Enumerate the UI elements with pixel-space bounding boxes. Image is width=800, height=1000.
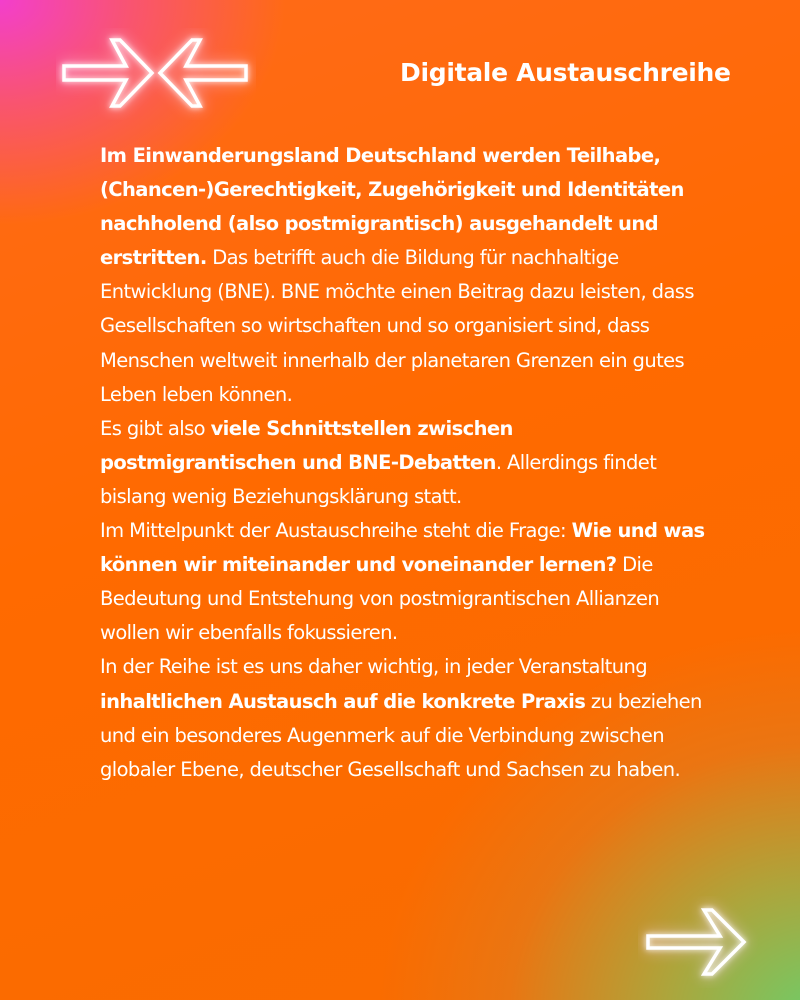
converging-arrows-icon — [56, 28, 256, 120]
paragraph-intro — [100, 139, 710, 412]
body-span: Es gibt also — [100, 416, 211, 440]
right-arrow-icon — [638, 896, 758, 988]
body-span: Die Bedeutung und Entstehung von postmigrantischen Allianzen wollen wir ebenfalls fokussieren. — [100, 553, 660, 645]
highlight-text: viele Schnittstellen zwischen postmigrantischen und BNE-Debatten — [100, 416, 513, 474]
body-span: . Allerdings findet bislang wenig Beziehungsklärung statt. — [100, 450, 657, 508]
highlight-text: Wie und was können wir miteinander und voneinander lernen? — [100, 519, 705, 577]
body-span: Das betrifft auch die Bildung für nachhaltige Entwicklung (BNE). BNE möchte einen Beitrag dazu leisten, dass Gesellschaften so wirtschaften und so organisiert sind, dass Menschen weltweit innerhalb der planetaren Grenzen ein gutes Leben leben können. — [100, 246, 694, 406]
highlight-text: inhaltlichen Austausch auf die konkrete Praxis — [100, 689, 586, 713]
paragraph-question — [100, 514, 710, 650]
body-span: In der Reihe ist es uns daher wichtig, in jeder Veranstaltung — [100, 655, 648, 679]
paragraph-interfaces — [100, 412, 710, 514]
highlight-text: Im Einwanderungsland Deutschland werden Teilhabe, (Chancen-)Gerechtigkeit, Zugehörigkeit und Identitäten nachholend (also postmigrantisch) ausgehandelt und erstritten. — [100, 144, 684, 270]
body-span: Im Mittelpunkt der Austauschreihe steht die Frage: — [100, 519, 572, 543]
page-title: Digitale Austauschreihe — [400, 58, 731, 87]
paragraph-practice — [100, 650, 710, 786]
body-text — [100, 139, 710, 787]
body-span: zu beziehen und ein besonderes Augenmerk auf die Verbindung zwischen globaler Ebene, deutscher Gesellschaft und Sachsen zu haben. — [100, 689, 702, 781]
